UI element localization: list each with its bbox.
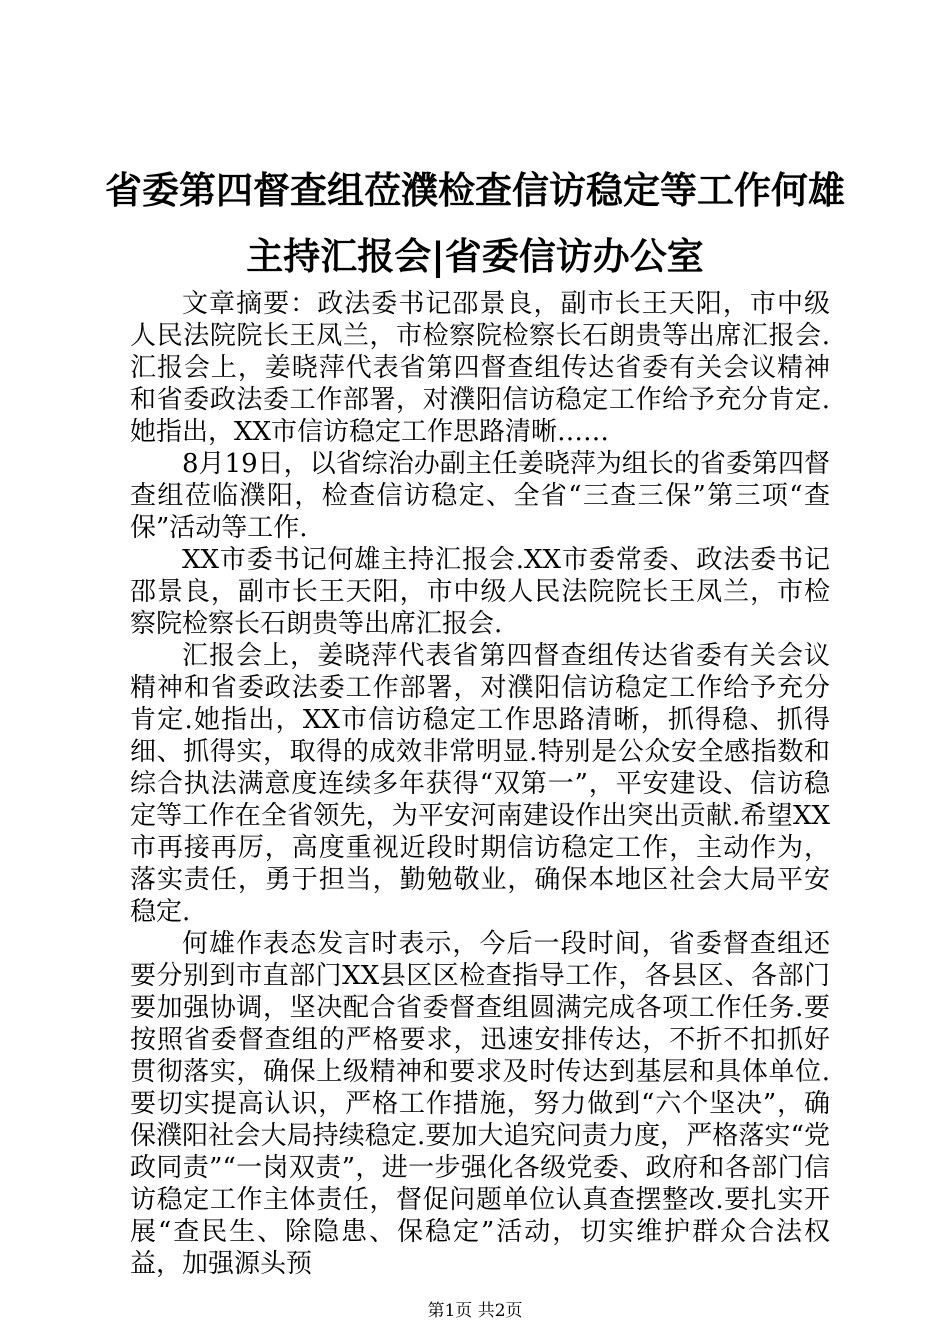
title-line-2: 主持汇报会|省委信访办公室 [246, 235, 704, 278]
paragraph-inspection: 8月19日，以省综治办副主任姜晓萍为组长的省委第四督查组莅临濮阳，检查信访稳定、全省“三查三保”第三项“查保”活动等工作. [130, 449, 830, 543]
document-body [130, 288, 830, 1280]
paragraph-attendees: XX市委书记何雄主持汇报会.XX市委常委、政法委书记邵景良，副市长王天阳，市中级人民法院院长王凤兰，市检察院检察长石朗贵等出席汇报会. [130, 545, 830, 639]
paragraph-statement: 何雄作表态发言时表示，今后一段时间，省委督查组还要分别到市直部门XX县区区检查指导工作，各县区、各部门要加强协调，坚决配合省委督查组圆满完成各项工作任务.要按照省委督查组的严格要求，迅速安排传达，不折不扣抓好贯彻落实，确保上级精神和要求及时传达到基层和具体单位.要切实提高认识，严格工作措施，努力做到“六个坚决”，确保濮阳社会大局持续稳定.要加大追究问责力度，严格落实“党政同责”“一岗双责”，进一步强化各级党委、政府和各部门信访稳定工作主体责任，督促问题单位认真查摆整改.要扎实开展“查民生、除隐患、保稳定”活动，切实维护群众合法权益，加强源头预 [130, 929, 830, 1279]
paragraph-summary: 文章摘要：政法委书记邵景良，副市长王天阳，市中级人民法院院长王凤兰，市检察院检察长石朗贵等出席汇报会.汇报会上，姜晓萍代表省第四督查组传达省委有关会议精神和省委政法委工作部署，对濮阳信访稳定工作给予充分肯定.她指出，XX市信访稳定工作思路清晰…… [130, 289, 830, 447]
page-footer: 第1页 共2页 [427, 1301, 523, 1321]
document-title [100, 158, 850, 290]
paragraph-report-meeting: 汇报会上，姜晓萍代表省第四督查组传达省委有关会议精神和省委政法委工作部署，对濮阳信访稳定工作给予充分肯定.她指出，XX市信访稳定工作思路清晰，抓得稳、抓得细、抓得实，取得的成效非常明显.特别是公众安全感指数和综合执法满意度连续多年获得“双第一”，平安建设、信访稳定等工作在全省领先，为平安河南建设作出突出贡献.希望XX市再接再厉，高度重视近段时期信访稳定工作，主动作为，落实责任，勇于担当，勤勉敬业，确保本地区社会大局平安稳定. [130, 641, 830, 927]
title-line-1: 省委第四督查组莅濮检查信访稳定等工作何雄 [105, 169, 845, 212]
